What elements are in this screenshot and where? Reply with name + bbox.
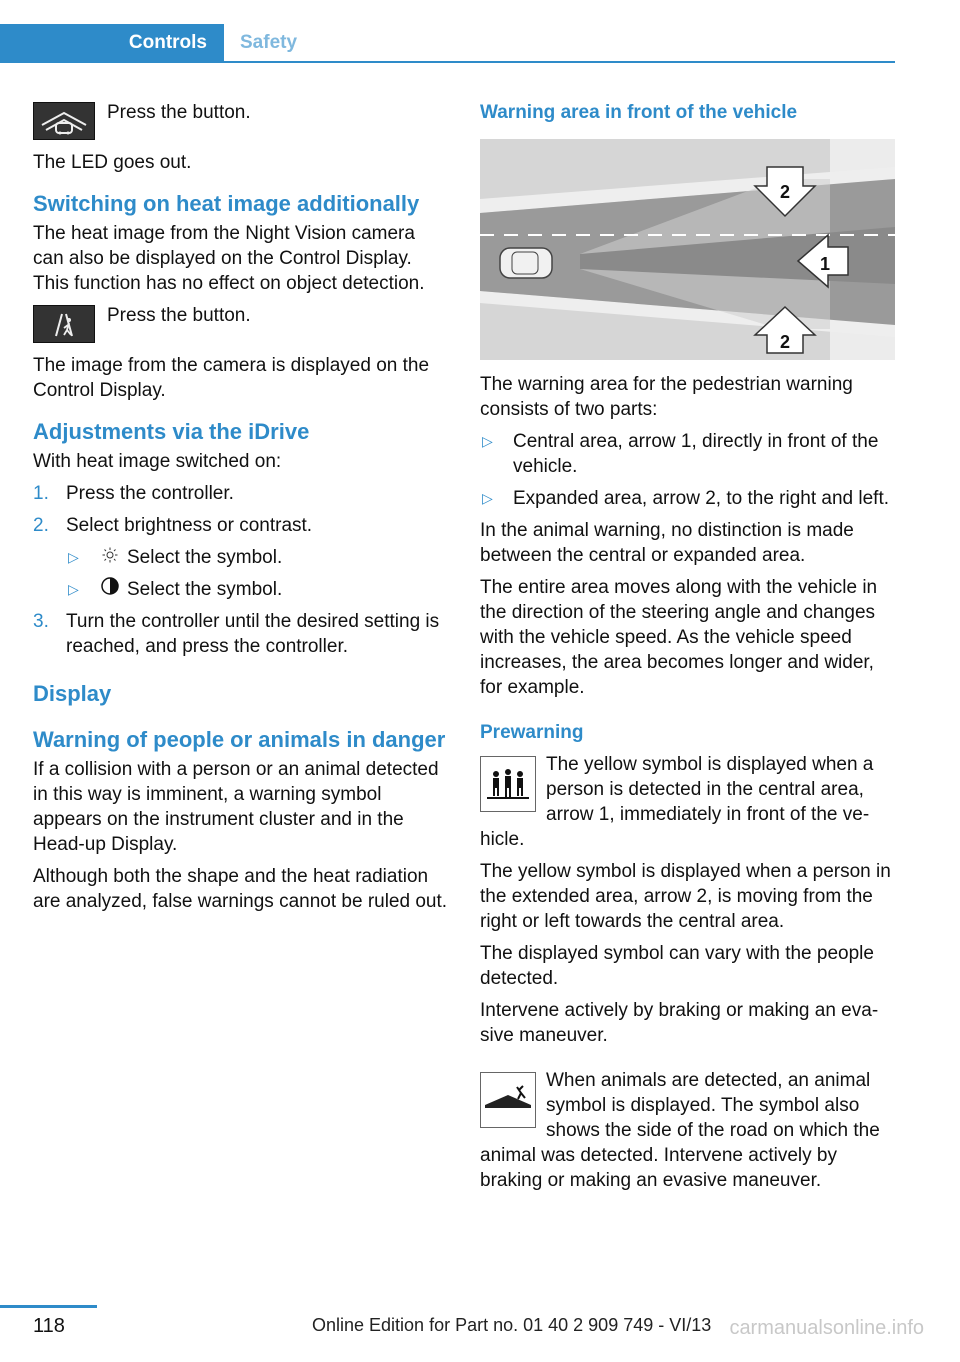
heading-display: Display: [33, 681, 112, 706]
yellow-symbol-extended-text: The yellow symbol is displayed when a person in the extended area, arrow 2, is moving from the right or left towards the central area.: [480, 861, 891, 932]
collision-text: If a collision with a person or an animal detected in this way is imminent, a warning symbol appears on the instrument cluster and in the Head-up Display.: [33, 759, 439, 855]
chapter-tabs: [0, 24, 895, 63]
step-1: 1. Press the controller.: [33, 483, 234, 504]
triangle-bullet-icon: ▷: [68, 549, 79, 565]
step-2: 2. Select brightness or contrast. ▷ Select the symbol. ▷ Select the symbol.: [33, 513, 448, 602]
heading-adjustments: Adjustments via the iDrive: [33, 419, 310, 444]
heat-image-button-row: [33, 303, 448, 345]
heading-heat-image: Switching on heat image additionally: [33, 191, 420, 216]
with-heat-image-text: With heat image switched on:: [33, 451, 282, 472]
intervene-text: Intervene actively by braking or making an evasive maneuver.: [480, 1000, 879, 1046]
left-column: [33, 100, 448, 921]
step-2-sub-items: [66, 545, 448, 602]
step-3: 3. Turn the controller until the desired setting is reached, and press the controller.: [33, 611, 440, 657]
press-button-text-2: Press the button.: [107, 305, 251, 326]
yellow-symbol-central-text: The yellow symbol is displayed when a person is detected in the central area, arrow 1, immediately in front of the vehicle.: [480, 754, 874, 850]
triangle-bullet-icon: ▷: [68, 581, 79, 597]
triangle-bullet-icon: ▷: [482, 433, 493, 449]
led-out-text: The LED goes out.: [33, 152, 192, 173]
adjustment-steps: [33, 481, 448, 659]
tab-controls[interactable]: Controls: [0, 24, 224, 61]
area-moves-text: The entire area moves along with the vehicle in the direction of the steering angle and changes with the vehicle speed. As the vehicle speed increases, the area becomes longer and wider, for example.: [480, 577, 878, 698]
image-displayed-text: The image from the camera is displayed on the Control Display.: [33, 355, 430, 401]
expanded-area-item: ▷ Expanded area, arrow 2, to the right and left.: [482, 488, 890, 509]
warning-area-parts: [480, 429, 896, 511]
contrast-icon: [99, 577, 121, 602]
press-button-text-1: Press the button.: [107, 102, 251, 123]
central-area-item: ▷ Central area, arrow 1, directly in front of the vehicle.: [482, 431, 879, 477]
sub-item-contrast: ▷ Select the symbol.: [68, 579, 283, 600]
heading-prewarning: Prewarning: [480, 722, 584, 743]
tab-safety[interactable]: Safety: [240, 32, 298, 53]
animal-warning-icon: [480, 1072, 536, 1128]
watermark: carmanualsonline.info: [729, 1317, 924, 1339]
edition-text: Online Edition for Part no. 01 40 2 909 749 - VI/13: [312, 1315, 712, 1335]
footer-rule: [0, 1305, 97, 1308]
people-warning-icon: [480, 756, 536, 812]
animal-symbol-text: When animals are detected, an animal symbol is displayed. The symbol also shows the side of the road on which the animal was detected. Intervene actively by braking or making an evasive maneuver.: [480, 1070, 880, 1191]
heat-image-button-icon: [33, 305, 95, 343]
night-vision-button-icon: [33, 102, 95, 140]
triangle-bullet-icon: ▷: [482, 490, 493, 506]
heading-warning-people-animals: Warning of people or animals in danger: [33, 727, 446, 752]
fig-label-top: 2: [779, 182, 791, 202]
right-column: [480, 100, 896, 1200]
heat-image-description: The heat image from the Night Vision camera can also be displayed on the Control Display. This function has no effect on object detection.: [33, 223, 425, 294]
warning-area-diagram: [480, 139, 895, 360]
fig-label-mid: 1: [819, 254, 831, 274]
night-vision-button-row: [33, 100, 448, 142]
fig-label-bot: 2: [779, 332, 791, 352]
page-number: 118: [33, 1315, 65, 1337]
brightness-icon: [99, 545, 121, 570]
heading-warning-area: Warning area in front of the vehicle: [480, 102, 798, 123]
symbol-vary-text: The displayed symbol can vary with the people detected.: [480, 943, 874, 989]
animal-warning-note: In the animal warning, no distinction is made between the central or expanded area.: [480, 520, 854, 566]
warning-area-intro: The warning area for the pedestrian warning consists of two parts:: [480, 374, 853, 420]
false-warnings-text: Although both the shape and the heat radiation are analyzed, false warnings cannot be ruled out.: [33, 866, 448, 912]
sub-item-brightness: ▷ Select the symbol.: [68, 547, 283, 568]
